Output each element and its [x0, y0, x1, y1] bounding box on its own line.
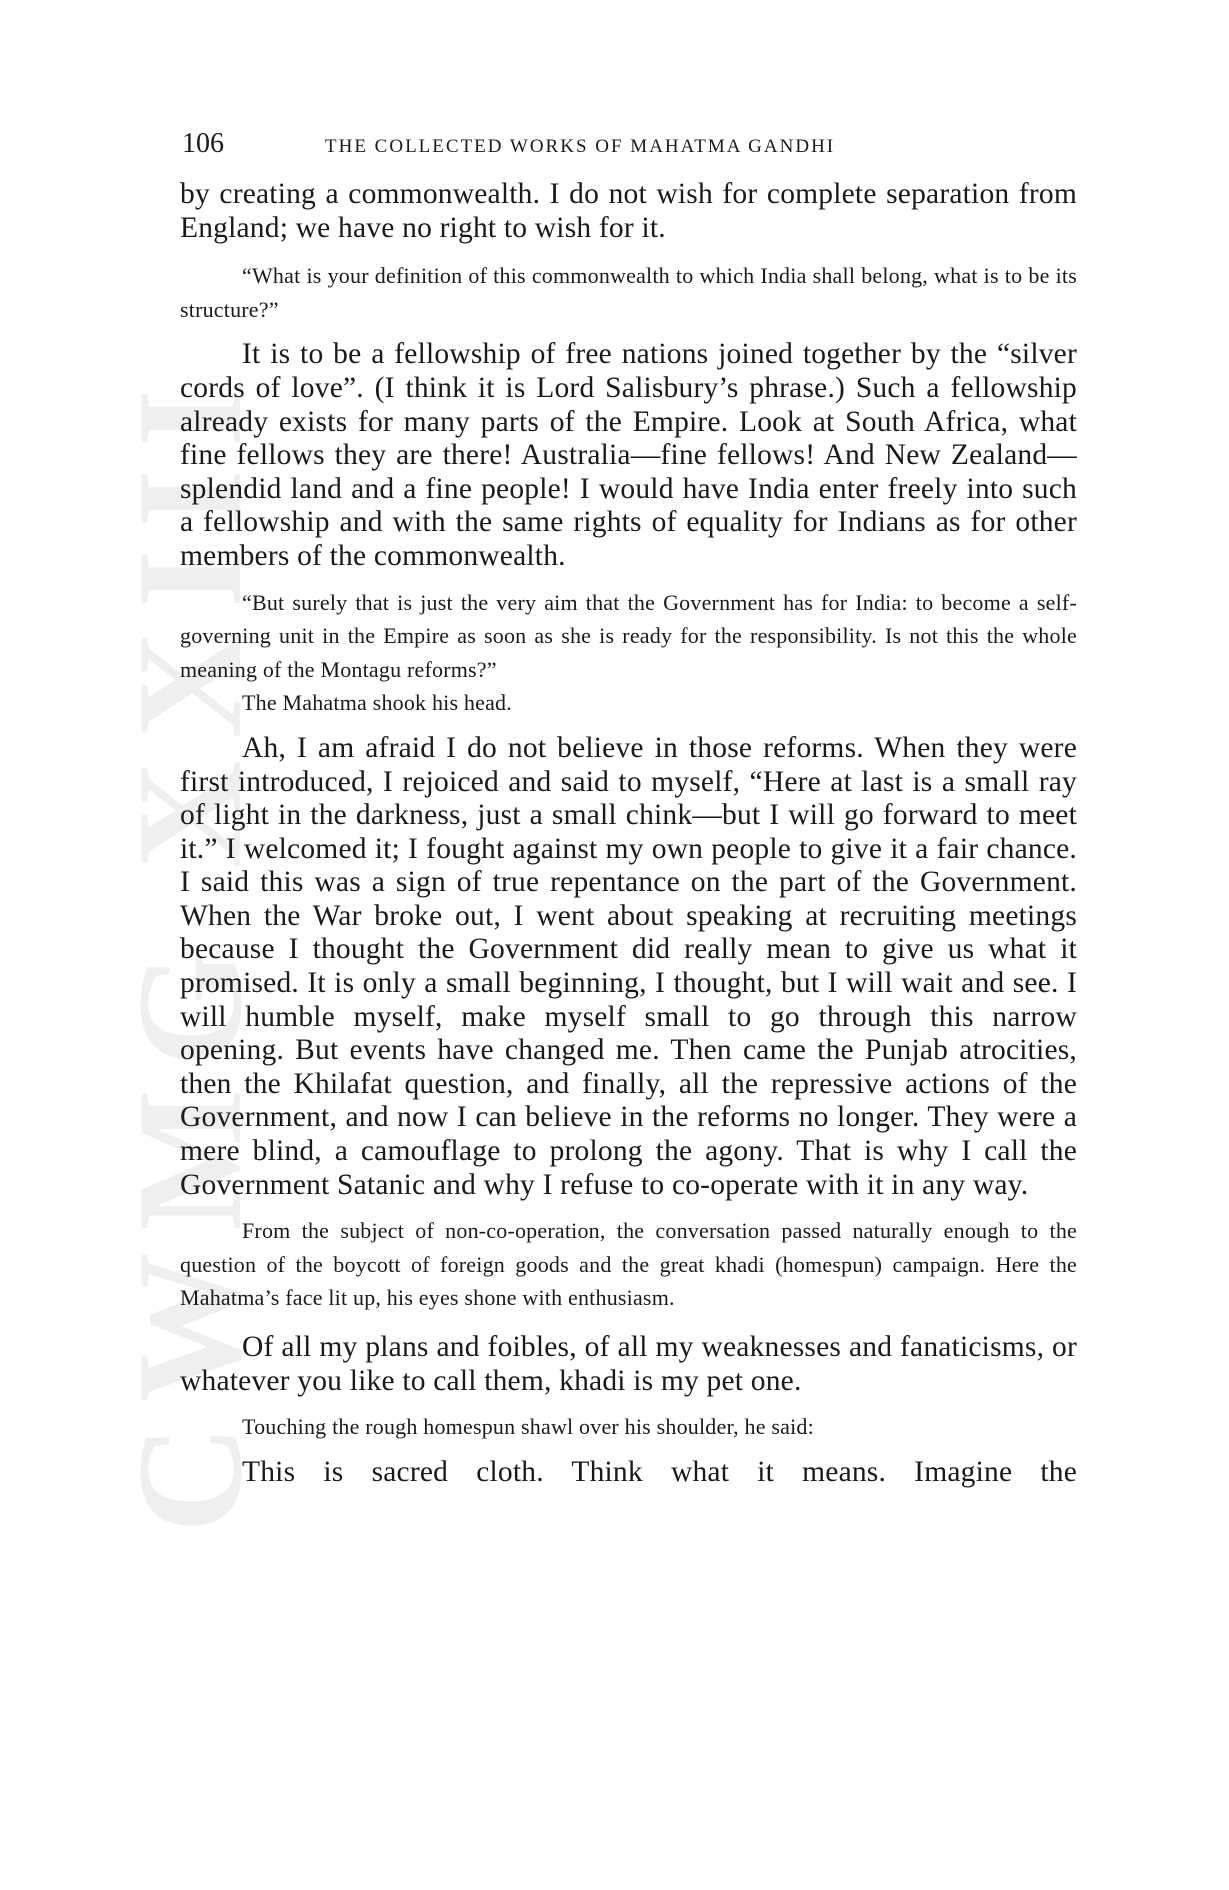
paragraph-speech-1: by creating a commonwealth. I do not wish for complete separation from England; we have no right to wish for it.: [180, 178, 1077, 244]
paragraph-narration-2: From the subject of non-co-operation, the conversation passed naturally enough to the question of the boycott of foreign goods and the great khadi (homespun) campaign. Here the Mahatma’s face lit up, his eyes shone with enthusiasm.: [180, 1218, 1077, 1311]
running-head: THE COLLECTED WORKS OF MAHATMA GANDHI: [325, 136, 836, 157]
page-number: 106: [182, 128, 224, 159]
paragraph-speech-4: Of all my plans and foibles, of all my weaknesses and fanaticisms, or whatever you like to call them, khadi is my pet one.: [180, 1331, 1077, 1397]
watermark-text: CWMG XXIII: [107, 367, 274, 1533]
paragraph-question-1: “What is your definition of this commonwealth to which India shall belong, what is to be its structure?”: [180, 263, 1077, 322]
paragraph-speech-5: This is sacred cloth. Think what it means. Imagine the: [242, 1455, 1077, 1488]
paragraph-question-2: “But surely that is just the very aim that the Government has for India: to become a self-governing unit in the Empire as soon as she is ready for the responsibility. Is not this the whole meaning of the Montagu reforms?”: [180, 589, 1077, 682]
paragraph-narration-3: Touching the rough homespun shawl over his shoulder, he said:: [242, 1414, 814, 1440]
paragraph-speech-2: It is to be a fellowship of free nations joined together by the “silver cords of love”. (I think it is Lord Salisbury’s phrase.) Such a fellowship already exists for many parts of the Empire. Look at South Africa, what fine fellows they are there! Australia—fine fellows! And New Zealand—splendid land and a fine people! I would have India enter freely into such a fellowship and with the same rights of equality for Indians as for other members of the commonwealth.: [180, 338, 1077, 572]
body-text: [180, 178, 1077, 1489]
page-header: [180, 128, 1080, 168]
paragraph-narration-1: The Mahatma shook his head.: [242, 690, 512, 716]
paragraph-speech-3: Ah, I am afraid I do not believe in those reforms. When they were first introduced, I rejoiced and said to myself, “Here at last is a small ray of light in the darkness, just a small chink—but I will go forward to meet it.” I welcomed it; I fought against my own people to give it a fair chance. I said this was a sign of true repentance on the part of the Government. When the War broke out, I went about speaking at recruiting meetings because I thought the Government did really mean to give us what it promised. It is only a small beginning, I thought, but I will wait and see. I will humble myself, make myself small to go through this narrow opening. But events have changed me. Then came the Punjab atrocities, then the Khilafat question, and finally, all the repressive actions of the Government, and now I can believe in the reforms no longer. They were a mere blind, a camouflage to prolong the agony. That is why I call the Government Satanic and why I refuse to co-operate with it in any way.: [180, 731, 1077, 1201]
